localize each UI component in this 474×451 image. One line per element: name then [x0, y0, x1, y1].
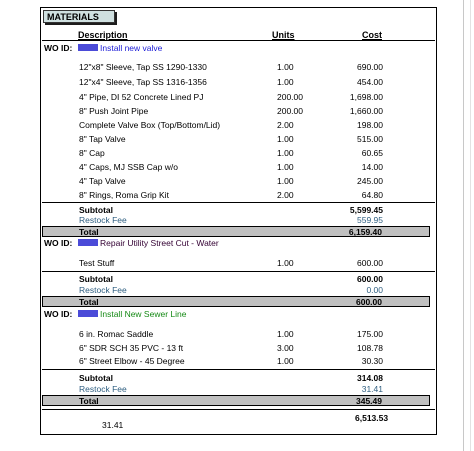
work-order-title: Install new valve [100, 43, 163, 53]
window-edge-line-outer [470, 0, 471, 451]
wo-id-redacted [78, 44, 98, 51]
line-item: 8" Cap 1.00 60.65 [79, 148, 383, 158]
subtotal-row: Subtotal 314.08 [79, 373, 383, 383]
line-item: Complete Valve Box (Top/Bottom/Lid) 2.00 198.00 [79, 120, 383, 130]
line-item: 4" Pipe, DI 52 Concrete Lined PJ 200.00 1,698.00 [79, 92, 383, 102]
restock-fee-row: Restock Fee 31.41 [79, 384, 383, 394]
line-item: 4" Tap Valve 1.00 245.00 [79, 176, 383, 186]
line-item: Test Stuff 1.00 600.00 [79, 258, 383, 268]
wo-id-label: WO ID: [44, 309, 73, 319]
total-row: Total 345.49 [42, 395, 430, 406]
wo-id-redacted [78, 239, 98, 246]
line-item: 12"x4" Sleeve, Tap SS 1316-1356 1.00 454.00 [79, 77, 383, 87]
subtotal-row: Subtotal 5,599.45 [79, 205, 383, 215]
work-order-header [42, 308, 435, 320]
grand-total: 6,513.53 [355, 413, 389, 423]
line-item: 4" Caps, MJ SSB Cap w/o 1.00 14.00 [79, 162, 383, 172]
column-header-units: Units [272, 30, 295, 40]
work-order-header [42, 237, 435, 249]
line-item: 8" Push Joint Pipe 200.00 1,660.00 [79, 106, 383, 116]
column-header-cost: Cost [362, 30, 382, 40]
wo-id-label: WO ID: [44, 43, 73, 53]
line-item: 8" Tap Valve 1.00 515.00 [79, 134, 383, 144]
restock-fee-row: Restock Fee 0.00 [79, 285, 383, 295]
total-row: Total 6,159.40 [42, 226, 430, 237]
section-title: MATERIALS [43, 10, 115, 23]
grand-restock-fee: 31.41 [102, 420, 124, 430]
header-divider [42, 40, 435, 41]
column-header-description: Description [78, 30, 128, 40]
wo-id-redacted [78, 310, 98, 317]
work-order-title: Install New Sewer Line [100, 309, 187, 319]
work-order-title: Repair Utility Street Cut - Water [100, 238, 219, 248]
subtotal-divider [42, 271, 435, 272]
line-item: 6 in. Romac Saddle 1.00 175.00 [79, 329, 383, 339]
subtotal-divider [42, 202, 435, 203]
subtotal-row: Subtotal 600.00 [79, 274, 383, 284]
total-row: Total 600.00 [42, 296, 430, 307]
work-order-header [42, 42, 435, 54]
restock-fee-row: Restock Fee 559.95 [79, 215, 383, 225]
wo-id-label: WO ID: [44, 238, 73, 248]
line-item: 12"x8" Sleeve, Tap SS 1290-1330 1.00 690.00 [79, 62, 383, 72]
subtotal-divider [42, 369, 435, 370]
line-item: 8" Rings, Roma Grip Kit 2.00 64.80 [79, 190, 383, 200]
window-edge-line [463, 0, 464, 451]
line-item: 6" Street Elbow - 45 Degree 1.00 30.30 [79, 356, 383, 366]
line-item: 6" SDR SCH 35 PVC - 13 ft 3.00 108.78 [79, 343, 383, 353]
grand-total-divider [42, 409, 435, 410]
